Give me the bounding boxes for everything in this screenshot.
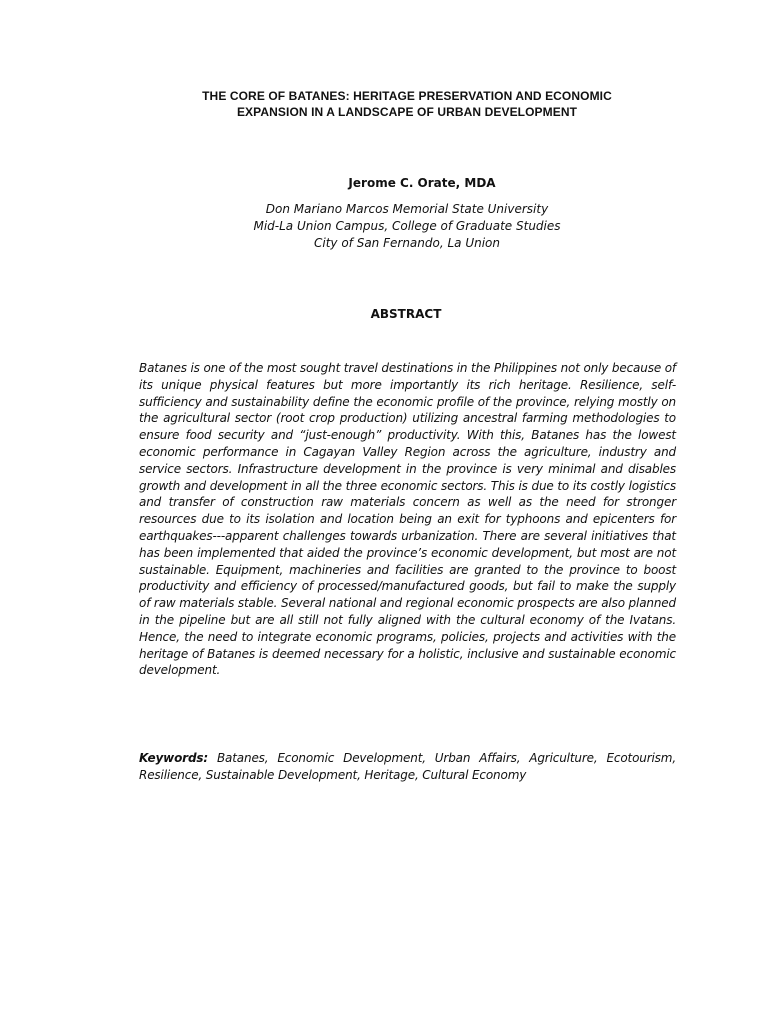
- keywords: [139, 750, 676, 784]
- abstract-body: Batanes is one of the most sought travel destinations in the Philippines not only because of its unique physical features but more importantly its rich heritage. Resilience, self-sufficiency and sustainability define the economic profile of the province, relying mostly on the agricultural sector (root crop production) utilizing ancestral farming methodologies to ensure food security and “just-enough” productivity. With this, Batanes has the lowest economic performance in Cagayan Valley Region across the agriculture, industry and service sectors. Infrastructure development in the province is very minimal and disables growth and development in all the three economic sectors. This is due to its costly logistics and transfer of construction raw materials concern as well as the need for stronger resources due to its isolation and location being an exit for typhoons and epicenters for earthquakes---apparent challenges towards urbanization. There are several initiatives that has been implemented that aided the province’s economic development, but most are not sustainable. Equipment, machineries and facilities are granted to the province to boost productivity and efficiency of processed/manufactured goods, but fail to make the supply of raw materials stable. Several national and regional economic prospects are also planned in the pipeline but are all still not fully aligned with the cultural economy of the Ivatans. Hence, the need to integrate economic programs, policies, projects and activities with the heritage of Batanes is deemed necessary for a holistic, inclusive and sustainable economic development.: [139, 361, 677, 678]
- affiliation-line-3: City of San Fernando, La Union: [314, 236, 500, 250]
- abstract-heading: ABSTRACT: [370, 307, 442, 321]
- affiliation-line-2: Mid-La Union Campus, College of Graduate Studies: [253, 219, 561, 233]
- title-line-1: THE CORE OF BATANES: HERITAGE PRESERVATION AND ECONOMIC: [202, 89, 612, 103]
- title-line-2: EXPANSION IN A LANDSCAPE OF URBAN DEVELOPMENT: [236, 105, 578, 119]
- keywords-label: Keywords:: [139, 751, 209, 765]
- affiliation-line-1: Don Mariano Marcos Memorial State University: [265, 202, 549, 216]
- author-affiliation: [200, 201, 614, 252]
- author-name: Jerome C. Orate, MDA: [348, 176, 496, 190]
- keywords-list: Batanes, Economic Development, Urban Affairs, Agriculture, Ecotourism, Resilience, Sustainable Development, Heritage, Cultural Economy: [139, 751, 676, 782]
- paper-title: [100, 88, 714, 120]
